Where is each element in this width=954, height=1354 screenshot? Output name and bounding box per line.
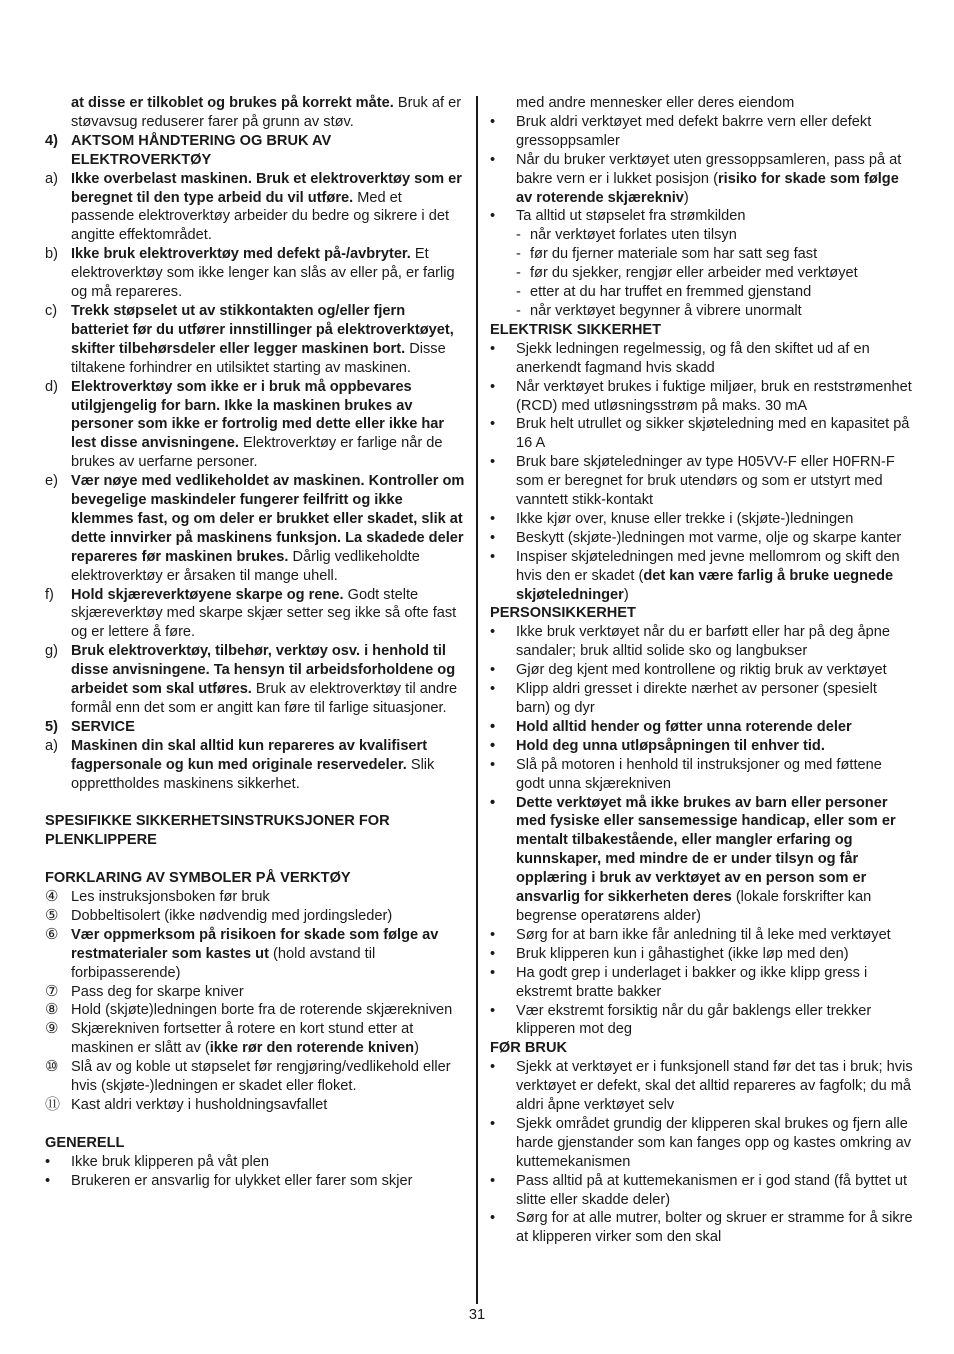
list-marker: • <box>490 529 496 546</box>
left-column <box>45 94 465 1191</box>
list-item <box>45 472 465 585</box>
list-marker: • <box>490 548 496 565</box>
body-text: Bruk helt utrullet og sikker skjøteledning med en kapasitet på 16 A <box>516 416 910 452</box>
list-marker: • <box>490 510 496 527</box>
list-item <box>490 94 914 113</box>
list-item <box>45 94 465 132</box>
body-text: Sjekk området grundig der klipperen skal brukes og fjern alle harde gjenstander som kan fanges opp og kastes omkring av kuttemekanismen <box>516 1115 912 1170</box>
list-item <box>490 661 914 680</box>
body-text: Brukeren er ansvarlig for ulykket eller farer som skjer <box>71 1172 413 1189</box>
list-marker: • <box>490 662 496 679</box>
list-marker: • <box>490 454 496 471</box>
spacer <box>45 1115 465 1134</box>
list-item <box>490 1002 914 1040</box>
list-marker: • <box>490 737 496 754</box>
list-item <box>490 1115 914 1172</box>
body-text: (hold avstand til forbipasserende) <box>71 945 376 981</box>
body-text: når verktøyet begynner å vibrere unormalt <box>530 302 802 319</box>
body-text: Et elektroverktøy som ikke lenger kan slås av eller på, er farlig og må repareres. <box>71 246 455 301</box>
bold-text: Hold alltid hender og føtter unna roterende deler <box>516 718 852 735</box>
list-marker: a) <box>45 170 58 187</box>
bold-text: Vær oppmerksom på risikoen for skade som følge av restmaterialer som kastes ut <box>71 926 439 962</box>
body-text: Med et passende elektroverktøy arbeider du bedre og sikrere i det angitte effektområdet. <box>71 189 450 244</box>
body-text: Ikke kjør over, knuse eller trekke i (skjøte-)ledningen <box>516 510 854 527</box>
list-marker: - <box>516 265 521 282</box>
list-item <box>490 415 914 453</box>
body-text: Beskytt (skjøte-)ledningen mot varme, olje og skarpe kanter <box>516 529 902 546</box>
list-item <box>490 794 914 926</box>
list-marker: a) <box>45 737 58 754</box>
list-marker: 4) <box>45 132 58 149</box>
bold-text: Elektroverktøy som ikke er i bruk må oppbevares utilgjengelig for barn. Ikke la maskinen brukes av personer som ikke er fortrolig med dette eller ikke har lest disse anvisningene. <box>71 378 445 452</box>
symbol-number: ④ <box>45 888 59 906</box>
list-item <box>45 1020 465 1058</box>
bold-text: Dette verktøyet må ikke brukes av barn eller personer med fysiske eller sansemessige handicap, eller som er mentalt tilbakestående, eller mangler erfaring og kunnskaper, med mindre de er under tilsyn og får opplæring i bruk av verktøyet av en person som er ansvarlig for sikkerheten deres <box>516 794 896 906</box>
body-text: når verktøyet forlates uten tilsyn <box>530 227 737 244</box>
list-item <box>490 1172 914 1210</box>
body-text: Ikke bruk klipperen på våt plen <box>71 1153 269 1170</box>
body-text: Pass alltid på at kuttemekanismen er i god stand (få byttet ut slitte eller skadde deler) <box>516 1172 907 1208</box>
body-text: Inspiser skjøteledningen med jevne mellomrom og skift den hvis den er skadet ( <box>516 548 900 584</box>
body-text: før du sjekker, rengjør eller arbeider med verktøyet <box>530 265 858 282</box>
list-item <box>45 888 465 907</box>
list-item <box>45 1058 465 1096</box>
body-text: Klipp aldri gresset i direkte nærhet av personer (spesielt barn) og dyr <box>516 681 877 716</box>
list-marker: • <box>45 1172 51 1189</box>
list-item <box>490 113 914 151</box>
section-heading: GENERELL <box>45 1134 125 1151</box>
body-text: Sjekk ledningen regelmessig, og få den skiftet ud af en anerkendt fagmand hvis skadd <box>516 340 870 376</box>
body-text: Ikke bruk verktøyet når du er barføtt eller har på deg åpne sandaler; bruk alltid solide sko og langbukser <box>516 624 890 660</box>
body-text: Vær ekstremt forsiktig når du går baklengs eller trekker klipperen mot deg <box>516 1002 872 1038</box>
section-heading: PERSONSIKKERHET <box>490 605 636 622</box>
list-marker: • <box>490 151 496 168</box>
bold-text: at disse er tilkoblet og brukes på korrekt måte. <box>71 95 394 111</box>
bold-text: Maskinen din skal alltid kun repareres av kvalifisert fagpersonale og kun med originale reservedeler. <box>71 737 428 773</box>
body-text: Ha godt grep i underlaget i bakker og ikke klipp gress i ekstremt bratte bakker <box>516 964 868 1000</box>
body-text: før du fjerner materiale som har satt seg fast <box>530 246 818 263</box>
list-marker: • <box>490 1172 496 1189</box>
bold-text: Hold deg unna utløpsåpningen til enhver tid. <box>516 737 825 754</box>
section-heading: FORKLARING AV SYMBOLER PÅ VERKTØY <box>45 870 351 887</box>
body-text: Skjærekniven fortsetter å rotere en kort stund etter at maskinen er slått av ( <box>71 1021 414 1057</box>
list-item <box>490 453 914 510</box>
body-text: Bruk klipperen kun i gåhastighet (ikke løp med den) <box>516 945 849 962</box>
column-divider <box>476 96 478 1304</box>
right-column <box>490 94 914 1247</box>
body-text: Bruk aldri verktøyet med defekt bakrre vern eller defekt gressoppsamler <box>516 113 872 149</box>
list-item <box>490 207 914 226</box>
list-item <box>45 586 465 643</box>
list-item <box>490 1058 914 1115</box>
sub-list-item <box>490 245 914 264</box>
list-marker: - <box>516 246 521 263</box>
list-item <box>45 1172 465 1191</box>
list-marker: • <box>490 681 496 698</box>
body-text: Bruk av elektroverktøy til andre formål enn det som er angitt kan føre til farlige situasjoner. <box>71 681 458 716</box>
list-item <box>490 964 914 1002</box>
bold-text: det kan være farlig å bruke uegnede skjøteledninger <box>516 567 894 603</box>
body-text: Bruk bare skjøteledninger av type H05VV-F eller H0FRN-F som er beregnet for bruk utendørs og som er utstyrt med vanntett stikk-kontakt <box>516 454 895 509</box>
list-marker: - <box>516 302 521 319</box>
list-marker: d) <box>45 378 58 395</box>
list-item <box>490 378 914 416</box>
list-item <box>45 170 465 246</box>
body-text: Sørg for at alle mutrer, bolter og skruer er stramme for å sikre at klipperen virker som den skal <box>516 1210 913 1246</box>
list-marker: • <box>490 1059 496 1076</box>
body-text: Disse tiltakene forhindrer en utilsiktet starting av maskinen. <box>71 340 446 376</box>
list-marker: • <box>490 416 496 433</box>
list-marker: • <box>490 113 496 130</box>
page-number: 31 <box>468 1307 486 1323</box>
body-text: Sørg for at barn ikke får anledning til å leke med verktøyet <box>516 926 891 943</box>
list-marker: • <box>490 794 496 811</box>
bold-text: Bruk elektroverktøy, tilbehør, verktøy osv. i henhold til disse anvisningene. Ta hensyn til arbeidsforholdene og arbeidet som skal utføres. <box>71 643 456 698</box>
list-item <box>45 132 465 170</box>
list-marker: • <box>490 208 496 225</box>
body-text: (lokale forskrifter kan begrense operatørens alder) <box>516 889 872 924</box>
list-item <box>45 983 465 1002</box>
symbol-number: ⑤ <box>45 906 59 924</box>
body-text: etter at du har truffet en fremmed gjenstand <box>530 284 812 301</box>
list-item <box>45 1153 465 1172</box>
symbol-number: ⑥ <box>45 925 59 943</box>
body-text: Slå på motoren i henhold til instruksjoner og med føttene godt unna skjærekniven <box>516 756 882 792</box>
list-item <box>45 718 465 737</box>
list-item <box>490 1209 914 1247</box>
body-text: ) <box>623 586 629 603</box>
list-item <box>490 718 914 737</box>
list-marker: • <box>490 718 496 735</box>
bold-text: ikke rør den roterende kniven <box>209 1040 415 1057</box>
list-item <box>45 1096 465 1115</box>
list-marker: - <box>516 284 521 301</box>
body-text: Dobbeltisolert (ikke nødvendig med jordingsleder) <box>71 907 393 924</box>
sub-list-item <box>490 226 914 245</box>
list-item <box>45 642 465 718</box>
symbol-number: ⑩ <box>45 1058 59 1076</box>
body-text: ) <box>414 1040 419 1057</box>
list-item <box>45 926 465 983</box>
bold-text: AKTSOM HÅNDTERING OG BRUK AV ELEKTROVERKTØY <box>71 132 332 168</box>
body-text: Godt stelte skjæreverktøy med skarpe skjær setter seg ikke så ofte fast og er lettere å føre. <box>71 586 457 641</box>
list-marker: c) <box>45 302 58 319</box>
body-text: Når verktøyet brukes i fuktige miljøer, bruk en reststrømenhet (RCD) med utløsningsstrøm på maks. 30 mA <box>516 378 912 414</box>
list-marker: • <box>490 756 496 773</box>
list-item <box>45 737 465 794</box>
list-item <box>45 1001 465 1020</box>
list-marker: b) <box>45 246 58 263</box>
list-item <box>45 245 465 302</box>
list-item <box>490 529 914 548</box>
list-item <box>490 680 914 718</box>
list-item <box>490 945 914 964</box>
bold-text: SERVICE <box>71 718 135 735</box>
section-heading: FØR BRUK <box>490 1040 568 1057</box>
list-item <box>490 926 914 945</box>
list-marker: • <box>490 1002 496 1019</box>
sub-list-item <box>490 283 914 302</box>
list-item <box>490 756 914 794</box>
list-marker: g) <box>45 643 58 660</box>
list-marker: • <box>490 926 496 943</box>
bold-text: Vær nøye med vedlikeholdet av maskinen. Kontroller om bevegelige maskindeler fungerer feilfritt og ikke klemmes fast, og om deler er brukket eller skadet, slik at dette innvirker på maskinens funksjon. La skadede deler repareres før maskinen brukes. <box>71 473 465 565</box>
list-item <box>490 510 914 529</box>
body-text: Bruk af er støvavsug reduserer farer på grunn av støv. <box>71 95 462 130</box>
symbol-number: ⑧ <box>45 1001 59 1019</box>
list-marker: • <box>490 340 496 357</box>
list-item <box>45 378 465 473</box>
bold-text: Ikke overbelast maskinen. Bruk et elektroverktøy som er beregnet til den type arbeid du vil utføre. <box>71 170 462 206</box>
spacer <box>45 850 465 869</box>
body-text: Slik opprettholdes maskinens sikkerhet. <box>71 756 435 792</box>
list-item <box>45 302 465 378</box>
bold-text: Hold skjæreverktøyene skarpe og rene. <box>71 586 344 603</box>
list-marker: 5) <box>45 718 58 735</box>
list-marker: • <box>490 1210 496 1227</box>
bold-text: Trekk støpselet ut av stikkontakten og/eller fjern batteriet før du utfører innstillinger på elektroverktøyet, skifter tilbehørsdeler eller legger maskinen bort. <box>71 302 454 357</box>
list-marker: - <box>516 227 521 244</box>
spacer <box>45 794 465 813</box>
list-marker: f) <box>45 586 54 603</box>
sub-list-item <box>490 302 914 321</box>
body-text: ) <box>683 189 689 206</box>
list-item <box>490 340 914 378</box>
section-heading: SPESIFIKKE SIKKERHETSINSTRUKSJONER FOR PLENKLIPPERE <box>45 813 390 849</box>
list-item <box>490 548 914 605</box>
body-text: Når du bruker verktøyet uten gressoppsamleren, pass på at bakre vern er i lukket posisjon ( <box>516 151 902 187</box>
body-text: med andre mennesker eller deres eiendom <box>516 95 795 111</box>
list-marker: • <box>490 964 496 981</box>
list-marker: • <box>490 624 496 641</box>
list-marker: • <box>490 378 496 395</box>
bold-text: Ikke bruk elektroverktøy med defekt på-/avbryter. <box>71 246 411 263</box>
list-marker: • <box>490 945 496 962</box>
list-item <box>490 623 914 661</box>
list-item <box>45 907 465 926</box>
sub-list-item <box>490 264 914 283</box>
body-text: Gjør deg kjent med kontrollene og riktig bruk av verktøyet <box>516 662 887 679</box>
body-text: Pass deg for skarpe kniver <box>71 983 244 1000</box>
section-heading: ELEKTRISK SIKKERHET <box>490 321 662 338</box>
list-item <box>490 737 914 756</box>
body-text: Slå av og koble ut støpselet før rengjøring/vedlikehold eller hvis (skjøte-)ledningen er skadet eller floket. <box>71 1059 451 1095</box>
body-text: Kast aldri verktøy i husholdningsavfallet <box>71 1097 328 1113</box>
body-text: Ta alltid ut støpselet fra strømkilden <box>516 208 746 225</box>
symbol-number: ⑦ <box>45 982 59 1000</box>
body-text: Les instruksjonsboken før bruk <box>71 889 270 906</box>
list-marker: • <box>45 1153 51 1170</box>
list-marker: e) <box>45 473 58 490</box>
bold-text: risiko for skade som følge av roterende skjærekniv <box>516 170 899 206</box>
body-text: Hold (skjøte)ledningen borte fra de roterende skjærekniven <box>71 1002 453 1019</box>
body-text: Sjekk at verktøyet er i funksjonell stand før det tas i bruk; hvis verktøyet er defekt, skal det alltid repareres av fagfolk; du må aldri åpne verktøyet selv <box>516 1059 913 1114</box>
symbol-number: ⑨ <box>45 1020 59 1038</box>
body-text: Dårlig vedlikeholdte elektroverktøy er årsaken til mange uhell. <box>71 548 420 584</box>
body-text: Elektroverktøy er farlige når de brukes av uerfarne personer. <box>71 435 443 471</box>
list-marker: • <box>490 1115 496 1132</box>
symbol-number: ⑪ <box>45 1096 61 1113</box>
list-item <box>490 151 914 208</box>
